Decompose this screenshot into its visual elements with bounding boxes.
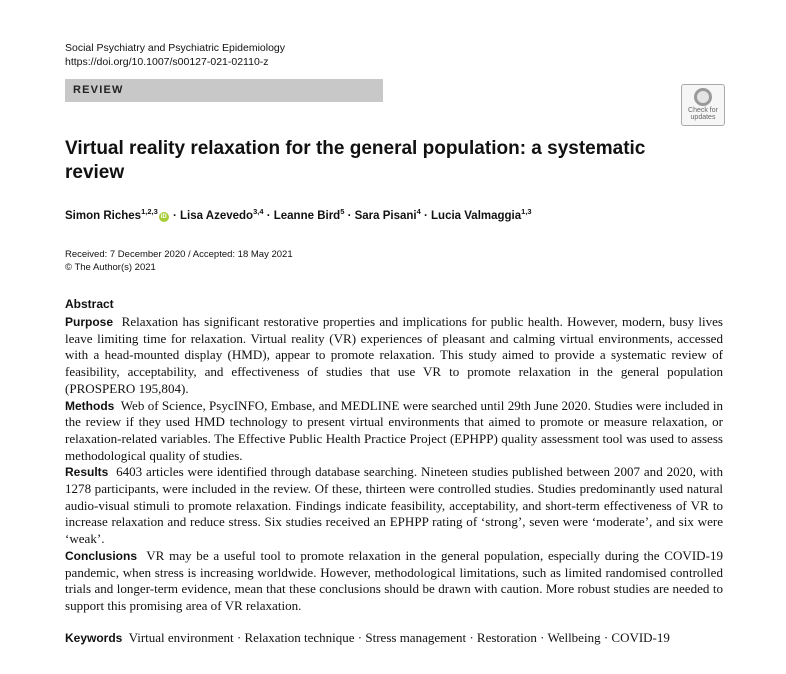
section-label: REVIEW	[73, 84, 124, 96]
abstract-heading: Abstract	[65, 297, 114, 311]
keywords-line	[65, 629, 745, 647]
section-bar	[65, 79, 383, 102]
abstract-section-label: Conclusions	[65, 548, 138, 563]
abstract-section-label: Results	[65, 465, 109, 480]
orcid-icon[interactable]: iD	[160, 213, 167, 220]
check-updates-text: Check for updates	[688, 107, 718, 121]
check-updates-icon	[694, 88, 712, 106]
author-name[interactable]: Lucia Valmaggia	[431, 209, 522, 222]
author-separator: ·	[420, 209, 432, 222]
author-separator: ·	[344, 209, 355, 222]
abstract-body	[65, 314, 723, 615]
author-name[interactable]: Lisa Azevedo	[179, 209, 254, 222]
author-separator: ·	[169, 209, 180, 222]
article-title: Virtual reality relaxation for the general population: a systematic review	[65, 138, 646, 183]
author-separator: ·	[263, 209, 274, 222]
author-name[interactable]: Sara Pisani	[354, 209, 417, 222]
doi-link[interactable]: https://doi.org/10.1007/s00127-021-02110-z	[65, 56, 269, 68]
copyright-notice: © The Author(s) 2021	[65, 262, 156, 273]
abstract-results	[65, 464, 723, 548]
author-name[interactable]: Simon Riches	[65, 209, 142, 222]
author-affiliation: 3,4	[253, 207, 264, 216]
received-accepted-dates: Received: 7 December 2020 / Accepted: 18 May 2021	[65, 249, 293, 260]
journal-name: Social Psychiatry and Psychiatric Epidemiology	[65, 42, 286, 54]
journal-header	[65, 41, 285, 69]
abstract-purpose	[65, 314, 723, 398]
keywords-label: Keywords	[65, 631, 123, 645]
abstract-section-text: Relaxation has significant restorative properties and implications for public health. However, modern, busy lives leave limiting time for relaxation. Virtual reality (VR) experiences of pleasant and calming virtual environments, accessed with a head-mounted display (HMD), appear to promote relaxation. This study aimed to provide a systematic review of feasibility, acceptability, and effectiveness of studies that use VR to promote relaxation in the general population (PROSPERO 195,804).	[65, 314, 723, 396]
author-affiliation: 1,3	[521, 207, 532, 216]
abstract-section-label: Purpose	[65, 315, 114, 329]
author-name[interactable]: Leanne Bird	[273, 209, 341, 222]
check-for-updates-badge[interactable]	[681, 84, 725, 126]
abstract-section-text: VR may be a useful tool to promote relaxation in the general population, especially during the COVID-19 pandemic, when stress is increasing worldwide. However, methodological limitations, such as limited randomised controlled trials and longer-term evidence, mean that these conclusions should be drawn with caution. More robust studies are needed to support this promising area of VR relaxation.	[65, 547, 723, 613]
publication-dates	[65, 248, 293, 274]
abstract-section-text: 6403 articles were identified through database searching. Nineteen studies published between 2007 and 2020, with 1278 participants, were included in the review. Of these, thirteen were controlled studies. Studies predominantly used natural audio-visual stimuli to promote relaxation. Findings indicate feasibility, acceptability, and short-term effectiveness of VR to increase relaxation and reduce stress. Six studies received an EPHPP rating of ‘strong’, seven were ‘moderate’, and six were ‘weak’.	[65, 464, 723, 547]
keywords-text: Virtual environment · Relaxation technique · Stress management · Restoration · Wellbeing · COVID-19	[128, 630, 670, 645]
author-affiliation: 1,2,3	[141, 207, 158, 216]
author-affiliation: 4	[416, 207, 421, 216]
abstract-section-label: Methods	[65, 398, 115, 413]
abstract-section-text: Web of Science, PsycINFO, Embase, and MEDLINE were searched until 29th June 2020. Studies were included in the review if they used HMD technology to present virtual environments that aimed to promote or measure relaxation, or relaxation-related variables. The Effective Public Health Practice Project (EPHPP) quality assessment tool was used to assess methodological quality of studies.	[65, 397, 723, 463]
abstract-conclusions	[65, 548, 723, 615]
author-list	[65, 207, 532, 222]
abstract-methods	[65, 398, 723, 465]
author-affiliation: 5	[340, 207, 345, 216]
